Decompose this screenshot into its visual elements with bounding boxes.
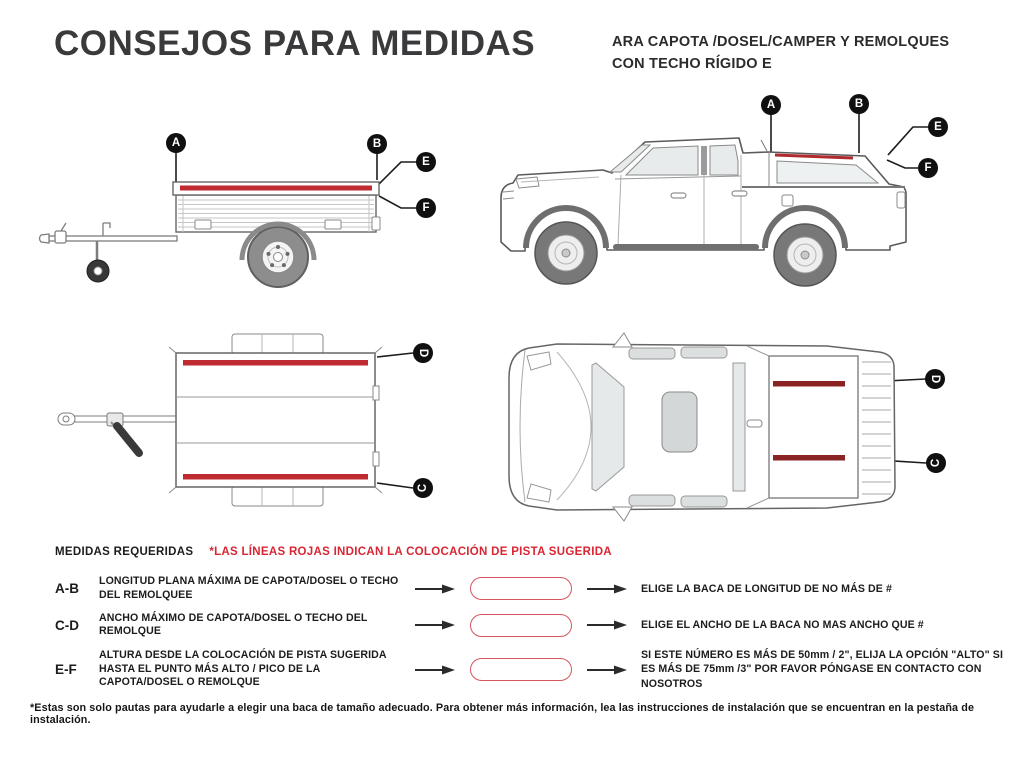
suggested-track-line	[180, 186, 372, 191]
truck-side-drawing	[485, 95, 965, 320]
measures-heading: MEDIDAS REQUERIDAS	[55, 546, 194, 558]
required-measures-section	[55, 546, 1008, 700]
page-title: CONSEJOS PARA MEDIDAS	[54, 24, 536, 63]
footnote: *Estas son solo pautas para ayudarle a elegir una baca de tamaño adecuado. Para obtener más información, lea las instrucciones de instalación que se encuentran en la pestaña de instalación.	[30, 702, 975, 726]
truck-side-marker-e: E	[928, 117, 948, 137]
trailer-top-marker-d: D	[413, 343, 433, 363]
suggested-track-line	[183, 360, 368, 366]
suggested-track-line	[773, 455, 845, 461]
trailer-side-marker-e: E	[416, 152, 436, 172]
measure-description: ALTURA DESDE LA COLOCACIÓN DE PISTA SUGERIDA HASTA EL PUNTO MÁS ALTO / PICO DE LA CAPOTA/DOSEL O REMOLQUE	[99, 648, 387, 689]
trailer-top-marker-c: C	[413, 478, 433, 498]
measure-result: ELIGE EL ANCHO DE LA BACA NO MAS ANCHO QUE #	[641, 619, 924, 632]
subtitle-line-1: ARA CAPOTA /DOSEL/CAMPER Y REMOLQUES	[612, 34, 950, 50]
trailer-side-marker-a: A	[166, 133, 186, 153]
measure-description: LONGITUD PLANA MÁXIMA DE CAPOTA/DOSEL O TECHO DEL REMOLQUEE	[99, 575, 399, 601]
trailer-side-marker-b: B	[367, 134, 387, 154]
measure-range-label: E-F	[55, 662, 77, 677]
measurement-entry-pill	[470, 614, 572, 637]
measure-result: SI ESTE NÚMERO ES MÁS DE 50mm / 2", ELIJA LA OPCIÓN "ALTO" SI ES MÁS DE 75mm /3" POR FAVOR PÓNGASE EN CONTACTO CON NOSOTROS	[641, 649, 1003, 690]
arrow-right-icon	[414, 619, 456, 631]
truck-side-marker-f: F	[918, 158, 938, 178]
subtitle-line-2: CON TECHO RÍGIDO E	[612, 56, 772, 73]
truck-top-marker-c: C	[926, 453, 946, 473]
truck-top-marker-d: D	[925, 369, 945, 389]
trailer-side-drawing	[35, 100, 455, 315]
arrow-right-icon	[586, 619, 628, 631]
truck-side-marker-a: A	[761, 95, 781, 115]
red-lines-note: *LAS LÍNEAS ROJAS INDICAN LA COLOCACIÓN DE PISTA SUGERIDA	[209, 546, 612, 558]
truck-side-view-diagram	[485, 95, 965, 320]
measure-row-ab	[55, 575, 1008, 603]
measure-range-label: C-D	[55, 617, 79, 633]
measure-row-ef	[55, 648, 1008, 691]
measure-description: ANCHO MÁXIMO DE CAPOTA/DOSEL O TECHO DEL REMOLQUE	[99, 611, 368, 638]
truck-top-view-diagram	[495, 330, 965, 525]
measure-range-label: A-B	[55, 581, 79, 597]
arrow-right-icon	[586, 664, 628, 676]
suggested-track-line	[773, 381, 845, 387]
measure-row-cd	[55, 612, 1008, 640]
arrow-right-icon	[586, 583, 628, 595]
arrow-right-icon	[414, 583, 456, 595]
truck-top-drawing	[495, 330, 965, 525]
measurement-entry-pill	[470, 658, 572, 681]
measurement-entry-pill	[470, 577, 572, 600]
truck-side-marker-b: B	[849, 94, 869, 114]
arrow-right-icon	[414, 664, 456, 676]
measures-header	[55, 546, 1008, 558]
trailer-top-drawing	[55, 330, 465, 530]
measure-result: ELIGE LA BACA DE LONGITUD DE NO MÁS DE #	[641, 582, 893, 595]
trailer-top-view-diagram	[55, 330, 465, 530]
suggested-track-line	[183, 474, 368, 480]
trailer-side-marker-f: F	[416, 198, 436, 218]
trailer-side-view-diagram	[35, 100, 455, 315]
page-subtitle	[612, 31, 1012, 76]
